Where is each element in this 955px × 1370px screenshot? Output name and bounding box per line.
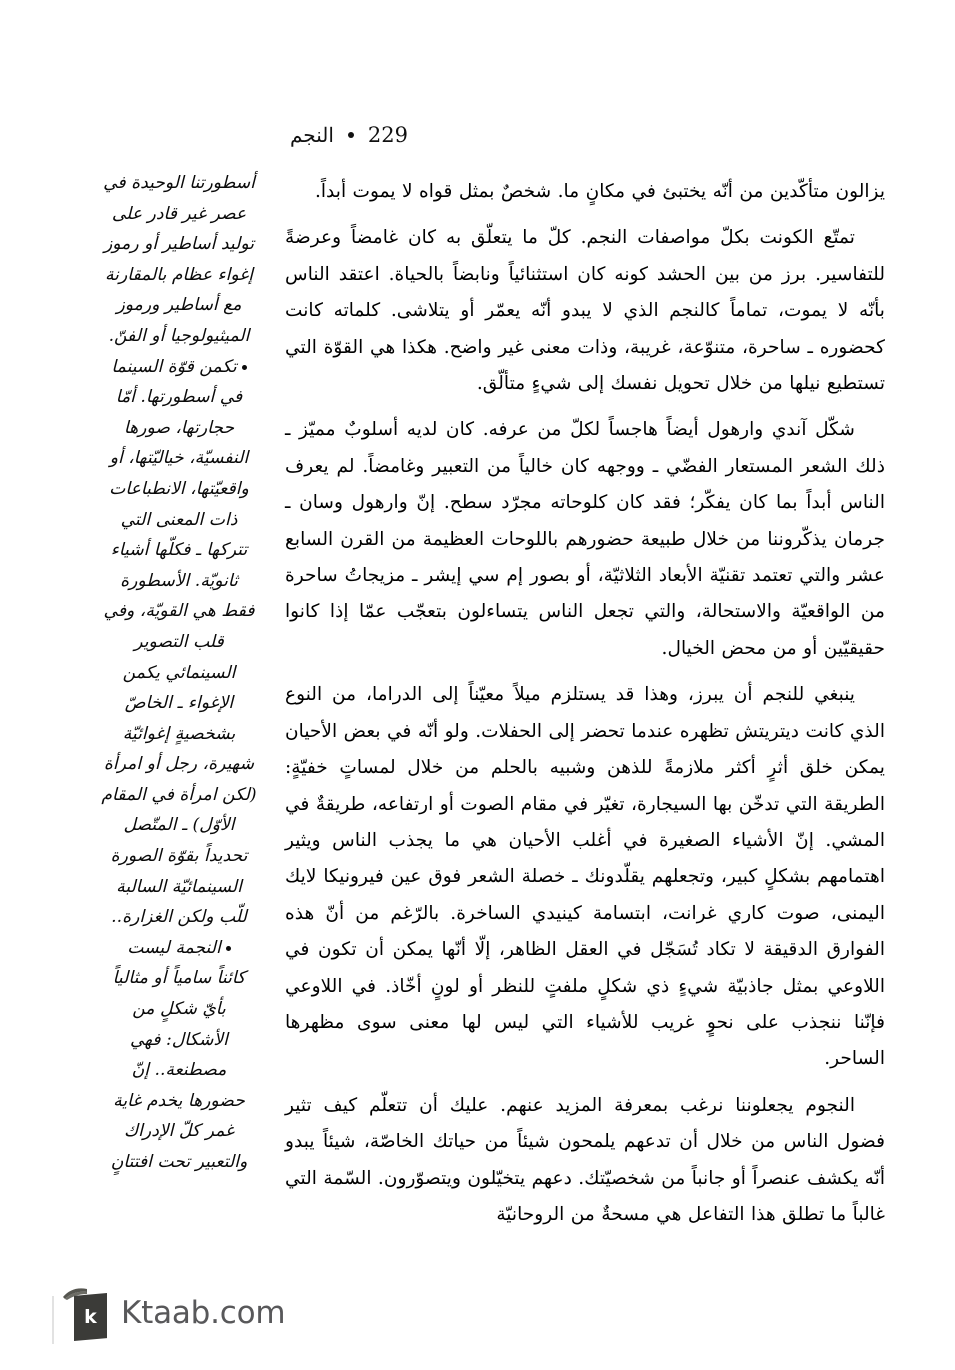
margin-note-block	[95, 933, 263, 1178]
margin-note-text: (لكن امرأة في المقام	[101, 784, 257, 805]
margin-note-line	[95, 688, 263, 719]
margin-note-line	[95, 474, 263, 505]
margin-note-line	[95, 719, 263, 750]
margin-note-text: بأيّ شكلٍ من	[132, 999, 226, 1020]
margin-note-line	[95, 321, 263, 352]
margin-note-text: بشخصيةٍ إغوائيّة	[122, 723, 236, 744]
margin-note-line	[95, 933, 263, 964]
running-header	[108, 118, 408, 152]
margin-note-line	[95, 1055, 263, 1086]
margin-note-line	[95, 505, 263, 536]
margin-note-text: ذات المعنى التي	[120, 509, 238, 530]
margin-note-text: النجمة ليست	[127, 937, 221, 958]
margin-note-text: قلب التصوير	[134, 631, 224, 652]
margin-note-line	[95, 872, 263, 903]
margin-note-line	[95, 535, 263, 566]
margin-note-line	[95, 260, 263, 291]
watermark-text: Ktaab.com	[121, 1294, 286, 1331]
margin-note-line	[95, 841, 263, 872]
body-paragraph: تمتّع الكونت بكلّ مواصفات النجم. كلّ ما يتعلّق به كان غامضاً وعرضةً للتفاسير. برز من بين الحشد كونه كان استثنائياً ونابضاً بالحياة. اعتقد الناس بأنّه لا يموت، تماماً كالنجم الذي لا يبدو أنّه يعمّر أو يتلاشى. كلماته كانت كحضوره ـ ساحرة، متنوّعة، غريبة، وذات معنى غير واضح. هكذا هي القوّة التي تستطيع نيلها من خلال تحويل نفسك إلى شيءٍ متألّق.	[285, 227, 885, 395]
margin-note-text: تكمن قوّة السينما	[111, 356, 237, 377]
site-watermark	[62, 1284, 285, 1342]
margin-note-text: والتعبير تحت افتتانٍ	[110, 1152, 248, 1172]
body-paragraph: النجوم يجعلوننا نرغب بمعرفة المزيد عنهم. عليك أن تتعلّم كيف تثير فضول الناس من خلال أن تدعهم يلمحون شيئاً من حياتك الخاصّة، شيئاً يبدو أنّه يكشف عنصراً أو جانباً من شخصيّتك. دعهم يتخيّلون ويتصوّرون. السّمة التي غالباً ما تطلق هذا التفاعل هي مسحةٌ من الروحانيّة	[285, 1094, 885, 1225]
margin-note-text: غمر كلّ الإدراك	[123, 1121, 234, 1142]
margin-note-line	[95, 352, 263, 383]
margin-note-text: واقعيّتها، الانطباعات	[109, 478, 249, 499]
margin-note-line	[95, 627, 263, 658]
body-paragraph: يزالون متأكّدين من أنّه يختبئ في مكانٍ ما. شخصٌ بمثل قواه لا يموت أبداً.	[314, 181, 885, 202]
bullet-dot-icon	[348, 132, 354, 138]
main-text-column	[285, 174, 885, 1233]
margin-note-line	[95, 443, 263, 474]
margin-note-text: السينمائيّة السالبة	[116, 876, 242, 897]
margin-note-text: حضورها يخدم غاية	[113, 1090, 245, 1111]
body-paragraph: ينبغي للنجم أن يبرز، وهذا قد يستلزم ميلاً معيّناً إلى الدراما، من النوع الذي كانت ديتريتش تظهره عندما تحضر إلى الحفلات. ولو أنّه في بعض الأحيان يمكن خلق أثرٍ أكثر ملازمةً للذهن وشبيه بالحلم من خلال لمساتٍ خفيّةٍ: الطريقة التي تدخّن بها السيجارة، تغيّر في مقام الصوت أو ارتفاعه، طريقةٌ في المشي. إنّ الأشياء الصغيرة في أغلب الأحيان هي ما يجذب الناس ويثير اهتمامهم بشكلٍ كبير، وتجعلهم يقلّدونك ـ خصلة الشعر فوق عين فيرونيكا لايك اليمنى، صوت كاري غرانت، ابتسامة كينيدي الساخرة. بالرّغم من أنّ هذه الفوارق الدقيقة لا تكاد تُسَجّل في العقل الظاهر، إلّا أنّها يمكن أن تكون في اللاوعي بمثل جاذبيّة شيءٍ ذي شكلٍ ملفتٍ للنظر أو لونٍ أخّاذ. في اللاوعي فإنّنا ننجذب على نحوٍ غريب للأشياء التي ليس لها معنى سوى مظهرها الساحر.	[285, 684, 885, 1070]
margin-note-line	[95, 810, 263, 841]
margin-note-line	[95, 963, 263, 994]
margin-note-text: أسطورتنا الوحيدة في	[103, 173, 255, 193]
margin-note-text: إغواء عظام بالمقارنة	[104, 264, 254, 285]
margin-note-text: مصطنعة.. إنّ	[131, 1060, 227, 1081]
margin-note-line	[95, 229, 263, 260]
page-title: النجم	[290, 123, 334, 147]
margin-note-text: في أسطورتها. أمّا	[115, 387, 243, 408]
page-body	[95, 168, 885, 1248]
margin-note-text: عصر غير قادر على	[111, 203, 247, 224]
margin-note-line	[95, 566, 263, 597]
margin-note-line	[95, 780, 263, 811]
margin-note-text: توليد أساطير أو رموز	[103, 234, 255, 255]
margin-note-line	[95, 902, 263, 933]
margin-note-text: الإغواء ـ الخاصّ	[124, 693, 234, 714]
margin-note-text: الميثيولوجيا أو الفنّ.	[108, 325, 250, 346]
page-number: 229	[367, 122, 408, 147]
margin-note-text: السينمائي يكمن	[122, 662, 236, 683]
bullet-dot-icon	[226, 946, 231, 951]
margin-note-line	[95, 994, 263, 1025]
margin-note-text: الأشكال: فهي	[130, 1029, 228, 1050]
page-edge-decoration	[52, 1296, 54, 1344]
book-letter: k	[84, 1305, 97, 1328]
ktaab-book-logo-icon	[62, 1284, 108, 1342]
margin-note-line	[95, 658, 263, 689]
margin-note-line	[95, 1086, 263, 1117]
margin-note-text: حجارتها، صورها	[123, 417, 235, 438]
margin-note-block	[95, 168, 263, 352]
margin-note-line	[95, 290, 263, 321]
margin-note-line	[95, 199, 263, 230]
margin-note-block	[95, 352, 263, 933]
margin-note-line	[95, 1025, 263, 1056]
margin-note-text: تتركها ـ فكلّها أشياء	[110, 540, 248, 561]
margin-note-text: كائناً سامياً أو مثالياً	[112, 968, 246, 989]
margin-note-text: تحديداً بقوّة الصورة	[110, 846, 248, 867]
margin-note-line	[95, 1147, 263, 1178]
margin-note-line	[95, 596, 263, 627]
margin-note-text: ثانويّة. الأسطورة	[120, 570, 238, 591]
margin-note-line	[95, 749, 263, 780]
margin-note-line	[95, 168, 263, 199]
bullet-dot-icon	[242, 365, 247, 370]
margin-note-line	[95, 413, 263, 444]
margin-note-text: للّب ولكن الغزارة..	[111, 907, 247, 928]
margin-note-text: مع أساطير ورموز	[116, 295, 242, 316]
margin-note-text: الأوّل) ـ المتّصل	[123, 815, 235, 836]
margin-notes-column	[95, 168, 263, 1178]
margin-note-text: النفسيّة، خياليّتها، أو	[109, 448, 249, 469]
body-paragraph: شكّل آندي وارهول أيضاً هاجساً لكلّ من عرفه. كان لديه أسلوبٌ مميّز ـ ذلك الشعر المستعار الفضّي ـ ووجهه كان خالياً من التعبير وغامضاً. لم يعرف الناس أبداً بما كان يفكّر؛ فقد كان كلوحاته مجرّد سطح. إنّ وارهول وسان ـ جرمان يذكّروننا من خلال طبيعة حضورهم باللوحات العظيمة من القرن السابع عشر والتي تعتمد تقنيّة الأبعاد الثلاثيّة، أو بصور إم سي إيشر ـ مزيجاتُ ساحرة من الواقعيّة والاستحالة، والتي تجعل الناس يتساءلون بتعجّب عمّا إذا كانوا حقيقيّين أو من محض الخيال.	[285, 419, 885, 659]
margin-note-text: شهيرة، رجل أو امرأة	[103, 754, 255, 775]
margin-note-text: فقط هي القويّة، وفي	[103, 601, 255, 622]
margin-note-line	[95, 382, 263, 413]
margin-note-line	[95, 1116, 263, 1147]
